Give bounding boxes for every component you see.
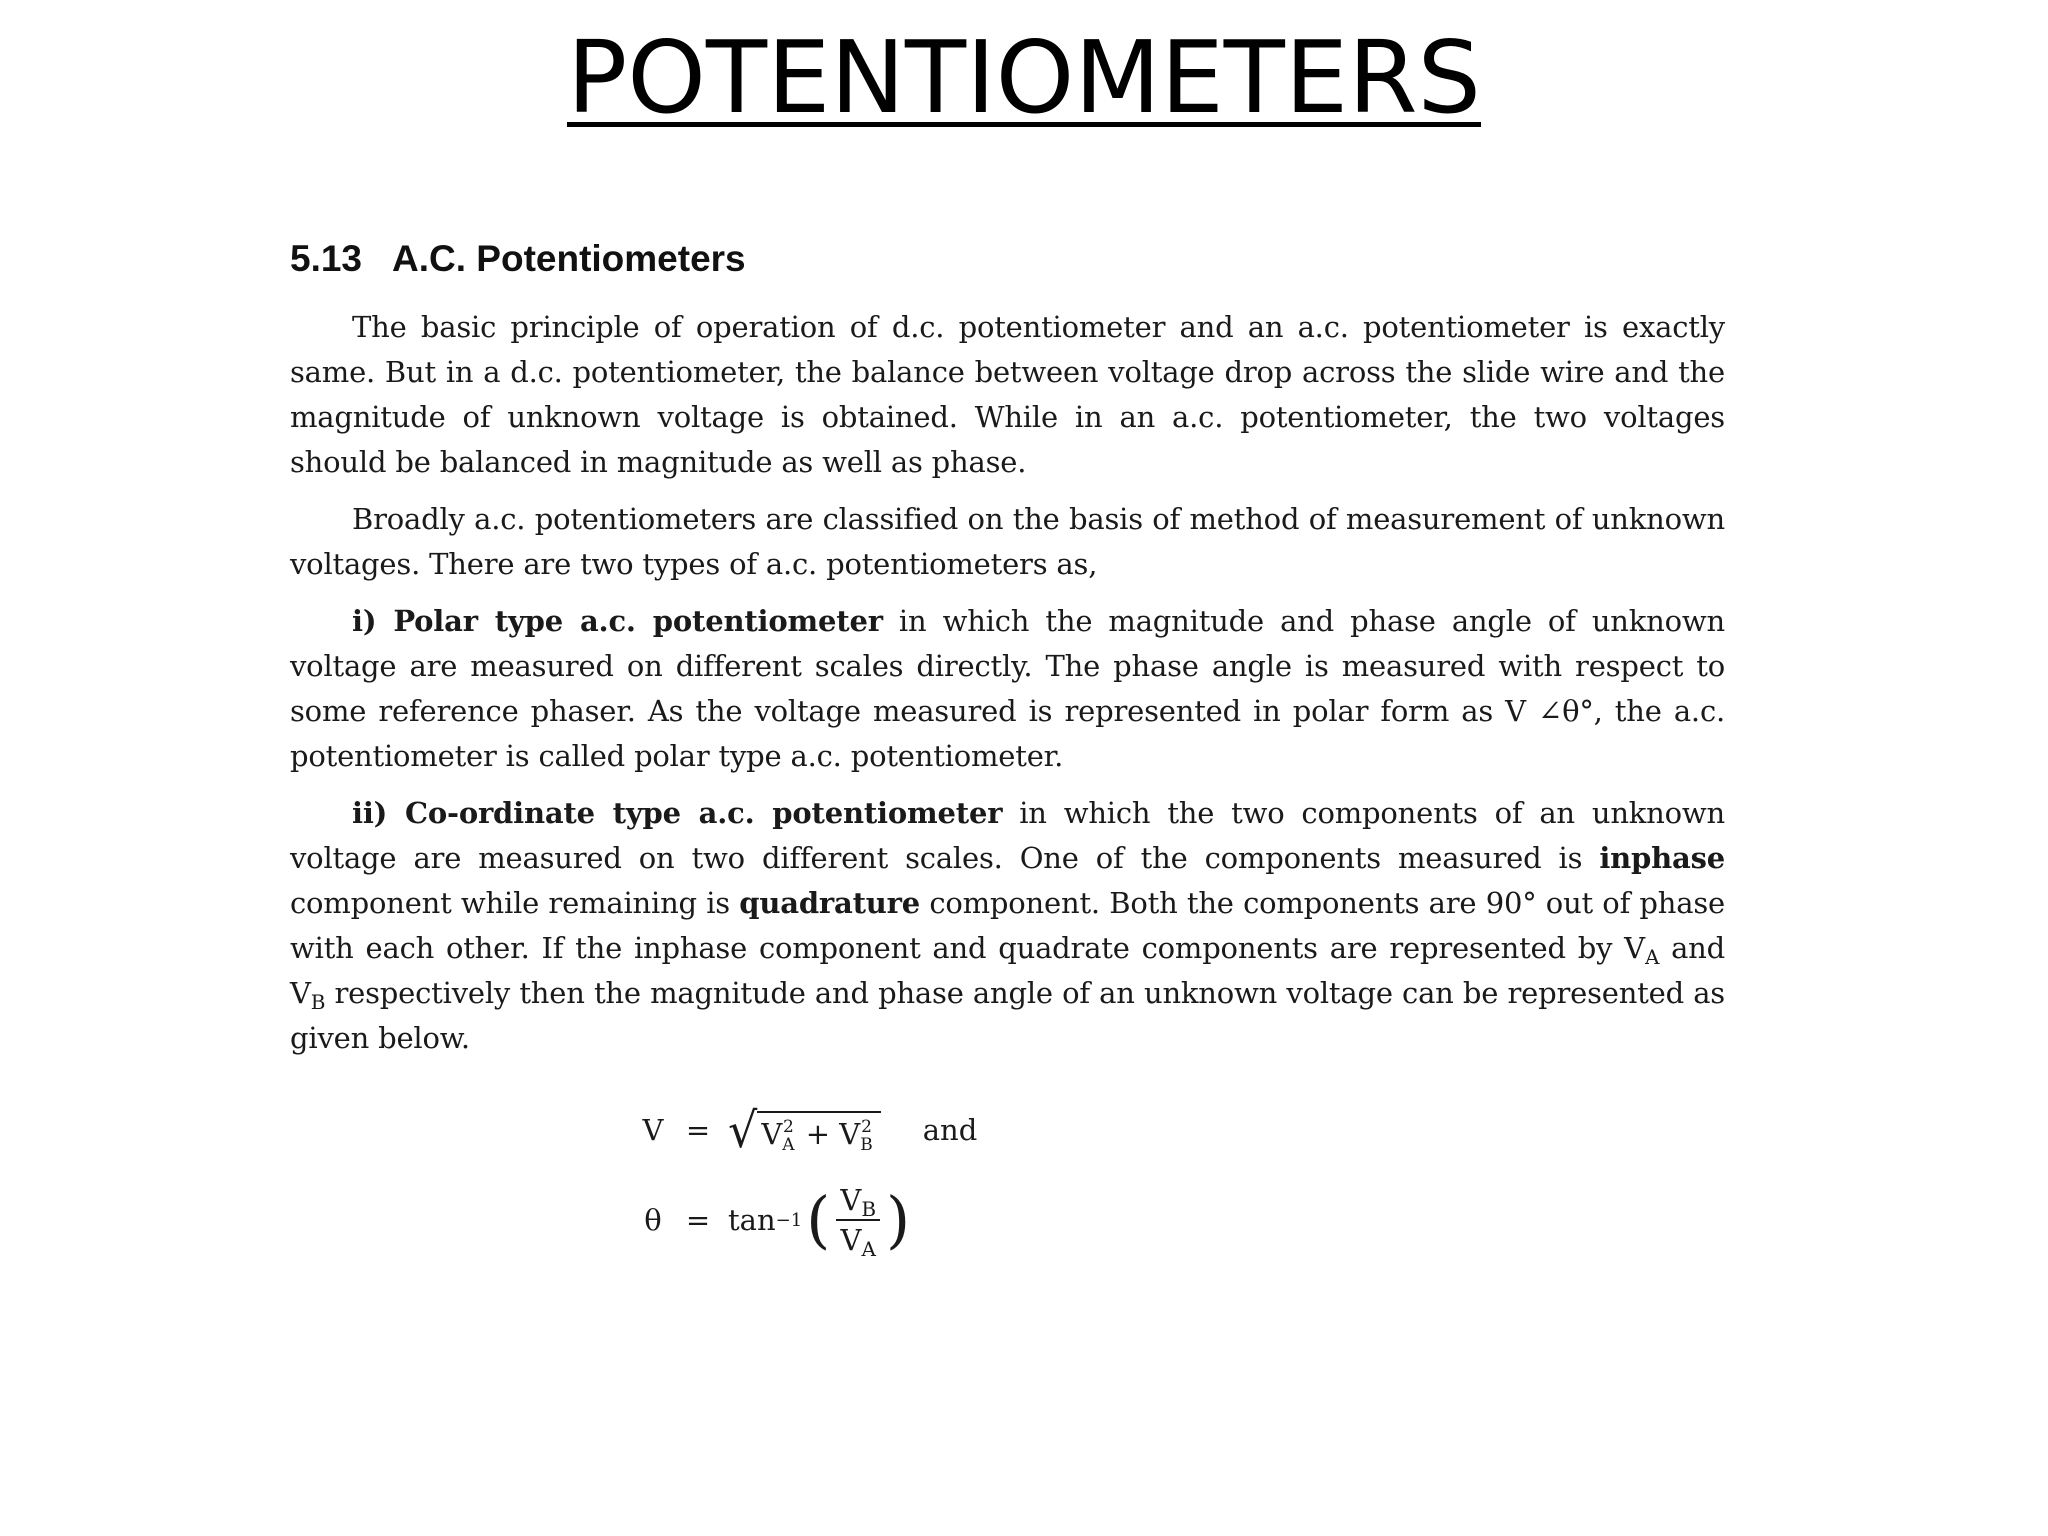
tan-function: tan [728, 1203, 776, 1237]
vb-subscript: B [860, 1135, 873, 1155]
paragraph-principle: The basic principle of operation of d.c. potentiometer and an a.c. potentiometer is exactly same. But in a d.c. potentiometer, the balance between voltage drop across the slide wire and the magnitude of unknown voltage is obtained. While in an a.c. potentiometer, the two voltages should be balanced in magnitude as well as phase. [290, 310, 1725, 479]
plus-sign: + [805, 1117, 831, 1151]
den-sub: A [861, 1237, 876, 1261]
va-symbol: V [761, 1117, 783, 1151]
eq1-lhs: V [642, 1113, 664, 1147]
coordinate-text-4: and V [290, 931, 1726, 1010]
equations [638, 1090, 977, 1270]
scanned-textbook-excerpt [290, 235, 1725, 1073]
coordinate-text-2: component while remaining is [290, 886, 740, 920]
coordinate-type-term: ii) Co-ordinate type a.c. potentiometer [352, 796, 1003, 830]
square-root [728, 1101, 881, 1159]
paragraph-polar-type [290, 599, 1725, 779]
vb-symbol: V [839, 1117, 861, 1151]
right-paren-icon: ) [886, 1183, 911, 1256]
radical-sign-icon: √ [728, 1101, 758, 1159]
num-sub: B [861, 1197, 877, 1221]
subscript-a: A [1644, 945, 1660, 969]
equation-phase-angle [638, 1170, 977, 1270]
coordinate-text-3: component. Both the components are 90° out of phase with each other. If the inphase component and quadrate components are represented by V [290, 886, 1725, 965]
coordinate-text-5: respectively then the magnitude and phase angle of an unknown voltage can be represented as given below. [290, 976, 1725, 1055]
polar-type-description: in which the magnitude and phase angle of unknown voltage are measured on different scales directly. The phase angle is measured with respect to some reference phaser. As the voltage measured is represented in polar form as V ∠θ°, the a.c. potentiometer is called polar type a.c. potentiometer. [290, 604, 1725, 773]
paragraph-coordinate-type [290, 791, 1725, 1061]
va-indices [782, 1118, 794, 1154]
vb-exponent: 2 [861, 1117, 872, 1137]
eq1-equals: = [685, 1113, 711, 1147]
equation-magnitude [638, 1090, 977, 1170]
quadrature-term: quadrature [739, 886, 921, 920]
polar-type-term: i) Polar type a.c. potentiometer [352, 604, 883, 638]
paragraph-classification: Broadly a.c. potentiometers are classified on the basis of method of measurement of unknown voltages. There are two types of a.c. potentiometers as, [290, 502, 1725, 581]
section-title: A.C. Potentiometers [392, 238, 746, 279]
section-heading [290, 235, 1725, 283]
radicand [757, 1111, 880, 1155]
subscript-b: B [310, 990, 326, 1014]
left-paren-icon: ( [806, 1183, 831, 1256]
tan-exponent: −1 [775, 1209, 803, 1231]
eq2-equals: = [685, 1203, 711, 1237]
va-subscript: A [782, 1135, 795, 1155]
fraction [836, 1183, 880, 1261]
va-exponent: 2 [782, 1117, 794, 1137]
inphase-term: inphase [1599, 841, 1725, 875]
vb-indices [860, 1118, 873, 1154]
eq2-lhs: θ [644, 1203, 662, 1237]
fraction-numerator [836, 1183, 880, 1221]
slide-title-text: POTENTIOMETERS [566, 19, 1482, 136]
section-number: 5.13 [290, 238, 363, 279]
den-v: V [840, 1223, 862, 1257]
and-word: and [922, 1113, 978, 1147]
coordinate-text-1: in which the two components of an unknown voltage are measured on two different scales. One of the components measured is [290, 796, 1726, 875]
num-v: V [840, 1183, 862, 1217]
fraction-denominator [837, 1221, 880, 1261]
slide-title [0, 19, 2048, 136]
